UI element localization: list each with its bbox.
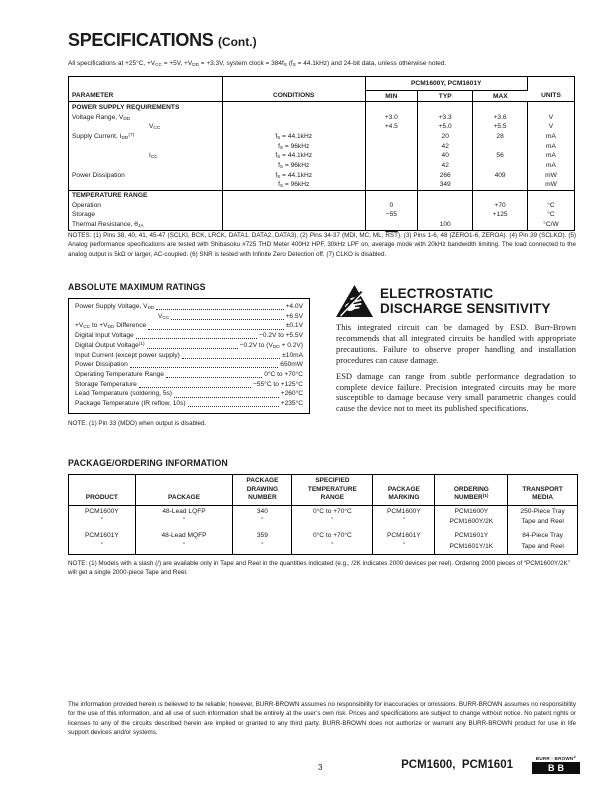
spec-typ-cell: 40	[418, 151, 473, 161]
spec-typ-cell	[418, 201, 473, 211]
esd-paragraph-1: This integrated circuit can be damaged by ESD. Burr-Brown recommends that all integrated circuits be handled with appropriate precautions. Failure to observe proper handling and installation procedures can cause damage.	[336, 322, 576, 365]
amr-label: $V_{CC}$	[158, 312, 170, 321]
spec-min-cell: 0	[365, 201, 418, 211]
spec-data-row	[69, 220, 575, 230]
amr-label: Digital Output Voltage$^{(1)}$	[75, 341, 145, 349]
spec-max-cell	[473, 180, 528, 190]
pkg-cell-line2: ”	[183, 542, 186, 549]
amr-label: Power Supply Voltage, $V_{DD}$	[75, 303, 155, 311]
pkg-cell-line2: PCM1601Y/1K	[449, 542, 494, 550]
spec-parameter-cell: Voltage Range, $V_{DD}$	[72, 113, 131, 122]
column-header-min: MIN	[365, 91, 418, 102]
amr-row	[75, 389, 303, 399]
spec-units-cell: mA	[527, 151, 574, 161]
title-main: SPECIFICATIONS	[68, 30, 214, 50]
pkg-column-header: PACKAGE DRAWING NUMBER	[233, 475, 292, 506]
pkg-cell-line2: Tape and Reel	[521, 542, 564, 550]
pkg-column-header: PRODUCT	[69, 475, 136, 506]
amr-label: Package Temperature (IR reflow, 10s)	[75, 400, 186, 408]
spec-max-cell	[473, 102, 528, 113]
spec-min-cell	[365, 132, 418, 142]
dotted-leader	[148, 329, 284, 330]
esd-sensitivity-section	[336, 285, 576, 414]
spec-max-cell: 409	[473, 171, 528, 181]
esd-title-line1: ELECTROSTATIC	[380, 286, 494, 301]
spec-typ-cell: 266	[418, 171, 473, 181]
pkg-column-header: PACKAGE MARKING	[373, 475, 435, 506]
spec-min-cell	[365, 220, 418, 230]
spec-units-cell: V	[527, 113, 574, 123]
spec-conditions-cell: $f_S = 44.1kHz$	[222, 132, 365, 142]
amr-row	[75, 321, 303, 331]
dotted-leader	[182, 358, 280, 359]
spec-data-row	[69, 180, 575, 190]
amr-value: −0.2V to +5.5V	[259, 332, 303, 340]
page-title	[68, 30, 257, 51]
spec-max-cell: +3.6	[473, 113, 528, 123]
spec-data-row	[69, 113, 575, 123]
pkg-cell-line2: Tape and Reel	[521, 518, 564, 526]
spec-data-row	[69, 210, 575, 220]
dotted-leader	[136, 338, 257, 339]
spec-typ-cell: +3.3	[418, 113, 473, 123]
amr-row	[75, 370, 303, 380]
spec-max-cell	[473, 220, 528, 230]
spec-parameter-cell: POWER SUPPLY REQUIREMENTS	[72, 104, 180, 111]
pkg-cell-line2: ”	[261, 518, 264, 525]
spec-table-header	[69, 77, 575, 102]
esd-paragraph-2: ESD damage can range from subtle performance degradation to complete device failure. Precision integrated circuits may be more susceptible to damage because very small parametric changes could cause the device not to meet its published specifications.	[336, 370, 576, 414]
pkg-cell-line1: 250-Piece Tray	[520, 507, 565, 515]
spec-max-cell: +125	[473, 210, 528, 220]
spec-units-cell: °C/W	[527, 220, 574, 230]
page-footer	[0, 755, 612, 785]
column-header-parameter: PARAMETER	[69, 77, 223, 102]
spec-table-notes: NOTES: (1) Pins 38, 40, 41, 45-47 (SCLKI, BCK, LRCK, DATA1, DATA2, DATA3). (2) Pins 34-37 (MDI, MC, ML, $\overline{RST}$). (3) Pins 1-6, 48 (ZERO1-6, ZEROA). (4) Pin 39 (SCLKO). (5) Analog performance specifications are tested with Shibasoku #725 THD Meter 400Hz HPF, 30kHz LPF on, average mode with 20kHz bandwidth limiting. The load connected to the analog output is 5kΩ or larger, AC-coupled. (6) SNR is tested with Infinite Zero Detection off. (7) CLKO is disabled.	[68, 232, 577, 258]
esd-warning-icon	[336, 285, 373, 317]
spec-parameter-cell	[69, 180, 223, 190]
pkg-cell	[373, 505, 435, 530]
pkg-header-row	[69, 475, 578, 506]
pkg-cell-line1: 0°C to +70°C	[312, 531, 352, 539]
burr-brown-logo-bb-icon: BB	[532, 762, 580, 774]
spec-min-cell: +4.5	[365, 122, 418, 132]
pkg-cell-line1: PCM1600Y	[84, 507, 119, 515]
spec-min-cell	[365, 161, 418, 171]
spec-parameter-cell	[69, 142, 223, 152]
spec-conditions-cell	[222, 220, 365, 230]
spec-data-row	[69, 142, 575, 152]
spec-conditions-cell	[222, 113, 365, 123]
spec-conditions-cell: $f_S = 96kHz$	[222, 142, 365, 152]
amr-value: ±0.1V	[285, 322, 303, 330]
footer-disclaimer: The information provided herein is believed to be reliable; however, BURR-BROWN assumes no responsibility for inaccuracies or omissions. BURR-BROWN assumes no responsibility for the use of this information, and all use of such information shall be entirely at the user’s own risk. Prices and specifications are subject to change without notice. No patent rights or licenses to any of the circuits described herein are implied or granted to any third party. BURR-BROWN does not authorize or warrant any BURR-BROWN product for use in life support devices and/or systems.	[68, 701, 576, 736]
spec-typ-cell: 42	[418, 142, 473, 152]
spec-data-row	[69, 151, 575, 161]
spec-conditions-cell	[222, 122, 365, 132]
spec-min-cell: +3.0	[365, 113, 418, 123]
spec-typ-cell	[418, 190, 473, 200]
spec-max-cell	[473, 142, 528, 152]
spec-parameter-cell	[69, 161, 223, 171]
spec-data-row	[69, 122, 575, 132]
pkg-cell-line2: ”	[402, 542, 405, 549]
pkg-cell-line1: 84-Piece Tray	[522, 531, 563, 539]
spec-section-row	[69, 102, 575, 113]
pkg-cell	[373, 530, 435, 555]
pkg-cell	[69, 505, 136, 530]
spec-min-cell	[365, 102, 418, 113]
spec-conditions-note: All specifications at +25°C, $+V_{CC} = +5V$, $+V_{DD} = +3.3V$, system clock = $384f_S$ $(f_S = 44.1kHz)$ and 24-bit data, unless otherwise noted.	[68, 60, 447, 67]
dotted-leader	[130, 367, 279, 368]
spec-typ-cell: 100	[418, 220, 473, 230]
spec-units-cell	[527, 190, 574, 200]
dotted-leader	[156, 309, 283, 310]
spec-typ-cell	[418, 210, 473, 220]
amr-value: −55°C to +125°C	[253, 380, 303, 388]
specifications-table-wrap	[68, 76, 575, 231]
spec-units-cell: °C	[527, 210, 574, 220]
pkg-cell	[69, 530, 136, 555]
column-header-max: MAX	[473, 91, 528, 102]
pkg-column-header: SPECIFIED TEMPERATURE RANGE	[292, 475, 373, 506]
spec-parameter-cell: $I_{CC}$	[149, 152, 158, 161]
pkg-cell	[435, 530, 508, 555]
spec-conditions-cell	[222, 210, 365, 220]
amr-value: 650mW	[280, 361, 303, 369]
spec-units-cell: mA	[527, 161, 574, 171]
pkg-cell-line2: ”	[261, 542, 264, 549]
spec-conditions-cell: $f_S = 96kHz$	[222, 180, 365, 190]
dotted-leader	[171, 319, 283, 320]
column-header-conditions: CONDITIONS	[222, 77, 365, 102]
amr-label: Lead Temperature (soldering, 5s)	[75, 390, 173, 398]
spec-max-cell: +5.5	[473, 122, 528, 132]
pkg-row	[69, 530, 578, 555]
spec-section-row	[69, 190, 575, 200]
pkg-cell-line1: 48-Lead MQFP	[161, 531, 207, 539]
page-number: 3	[318, 763, 323, 772]
spec-data-row	[69, 161, 575, 171]
amr-value: −0.2V to $(V_{DD} + 0.2V)$	[239, 341, 303, 350]
amr-row	[75, 302, 303, 312]
pkg-note: NOTE: (1) Models with a slash (/) are available only in Tape and Reel in the quantities indicated (e.g., /2K indicates 2000 devices per reel). Ordering 2000 pieces of “PCM1600Y/2K” will get a single 2000-piece Tape and Reel.	[68, 560, 570, 576]
pkg-cell	[233, 530, 292, 555]
amr-label: Storage Temperature	[75, 380, 137, 388]
amr-table	[68, 298, 310, 414]
amr-note: NOTE: (1) Pin 33 (MDO) when output is disabled.	[68, 419, 207, 427]
package-ordering-table	[68, 474, 578, 555]
dotted-leader	[166, 377, 262, 378]
pkg-cell	[508, 530, 578, 555]
pkg-column-header: TRANSPORT MEDIA	[508, 475, 578, 506]
spec-max-cell: +70	[473, 201, 528, 211]
amr-label: Power Dissipation	[75, 361, 128, 369]
amr-title: ABSOLUTE MAXIMUM RATINGS	[68, 282, 206, 292]
spec-units-cell: mA	[527, 142, 574, 152]
pkg-cell-line1: 359	[256, 531, 268, 539]
spec-parameter-cell: Storage	[72, 211, 96, 219]
spec-typ-cell: +5.0	[418, 122, 473, 132]
pkg-cell-line2: ”	[402, 518, 405, 525]
amr-row	[75, 380, 303, 390]
pkg-title: PACKAGE/ORDERING INFORMATION	[68, 458, 228, 468]
amr-label: Input Current (except power supply)	[75, 351, 180, 359]
pkg-cell	[135, 530, 233, 555]
spec-max-cell: 28	[473, 132, 528, 142]
amr-row	[75, 360, 303, 370]
spec-parameter-cell: Supply Current, $I_{DD}^{(7)}$	[72, 132, 135, 141]
pkg-cell-line2: ”	[100, 542, 103, 549]
spec-parameter-cell: Power Dissipation	[72, 171, 125, 179]
amr-row	[75, 312, 303, 322]
spec-data-row	[69, 201, 575, 211]
spec-typ-cell: 20	[418, 132, 473, 142]
burr-brown-logo	[532, 756, 580, 774]
spec-parameter-cell: Operation	[72, 201, 101, 209]
spec-conditions-cell: $f_S = 44.1kHz$	[222, 171, 365, 181]
pkg-cell-line1: PCM1601Y	[454, 531, 489, 539]
spec-units-cell: V	[527, 122, 574, 132]
spec-parameter-cell: TEMPERATURE RANGE	[69, 190, 223, 200]
burr-brown-logo-name: BURR - BROWN®	[535, 755, 577, 761]
spec-max-cell	[473, 190, 528, 200]
spec-min-cell	[365, 190, 418, 200]
spec-min-cell	[365, 180, 418, 190]
spec-conditions-cell: $f_S = 96kHz$	[222, 161, 365, 171]
amr-value: 0°C to +70°C	[264, 370, 303, 378]
amr-label: Operating Temperature Range	[75, 370, 164, 378]
spec-max-cell: 56	[473, 151, 528, 161]
pkg-cell-line2: ”	[100, 518, 103, 525]
spec-parameter-cell: $V_{CC}$	[149, 123, 161, 132]
spec-units-cell	[527, 102, 574, 113]
column-header-typ: TYP	[418, 91, 473, 102]
amr-row	[75, 331, 303, 341]
amr-value: +260°C	[280, 390, 303, 398]
spec-units-cell: mW	[527, 171, 574, 181]
pkg-cell-line1: 48-Lead LQFP	[162, 507, 206, 515]
spec-max-cell	[473, 161, 528, 171]
spec-min-cell	[365, 171, 418, 181]
pkg-cell-line1: 340	[256, 507, 268, 515]
dotted-leader	[174, 397, 279, 398]
spec-min-cell: −55	[365, 210, 418, 220]
pkg-cell	[233, 505, 292, 530]
pkg-cell	[435, 505, 508, 530]
pkg-column-header: ORDERING NUMBER$^{(1)}$	[435, 475, 508, 506]
spec-min-cell	[365, 151, 418, 161]
pkg-cell-line1: PCM1600Y	[454, 507, 489, 515]
title-suffix: (Cont.)	[217, 35, 257, 49]
esd-title-line2: DISCHARGE SENSITIVITY	[380, 301, 551, 316]
spec-units-cell: °C	[527, 201, 574, 211]
pkg-cell-line1: 0°C to +70°C	[312, 507, 352, 515]
pkg-cell-line1: PCM1601Y	[84, 531, 119, 539]
spec-typ-cell: 42	[418, 161, 473, 171]
spec-conditions-cell: $f_S = 44.1kHz$	[222, 151, 365, 161]
pkg-cell	[292, 505, 373, 530]
pkg-cell-line2: ”	[183, 518, 186, 525]
pkg-cell	[508, 505, 578, 530]
spec-conditions-cell	[222, 102, 365, 113]
spec-conditions-cell	[222, 190, 365, 200]
esd-title	[380, 286, 551, 316]
pkg-row	[69, 505, 578, 530]
pkg-cell-line2: ”	[331, 518, 334, 525]
footer-part-numbers: PCM1600, PCM1601	[401, 759, 513, 771]
specifications-table	[68, 76, 575, 231]
amr-row	[75, 351, 303, 361]
spec-parameter-cell: Thermal Resistance, $\theta_{JA}$	[72, 220, 144, 229]
amr-value: +6.5V	[285, 312, 303, 320]
device-group-header: PCM1600Y, PCM1601Y	[365, 77, 527, 91]
amr-row	[75, 399, 303, 409]
spec-units-cell: mW	[527, 180, 574, 190]
spec-data-row	[69, 171, 575, 181]
pkg-cell-line1: PCM1601Y	[387, 531, 421, 539]
pkg-cell	[135, 505, 233, 530]
dotted-leader	[147, 348, 238, 349]
amr-value: +4.0V	[285, 303, 303, 310]
absolute-maximum-ratings-section	[68, 282, 310, 427]
amr-value: +235°C	[280, 400, 303, 408]
pkg-cell-line2: PCM1600Y/2K	[449, 518, 494, 526]
amr-value: ±10mA	[282, 351, 303, 359]
amr-label: Digital Input Voltage	[75, 332, 134, 340]
spec-typ-cell: 349	[418, 180, 473, 190]
pkg-cell-line2: ”	[331, 542, 334, 549]
column-header-units: UNITS	[527, 77, 574, 102]
amr-row	[75, 341, 303, 351]
dotted-leader	[188, 406, 279, 407]
dotted-leader	[139, 387, 251, 388]
amr-label: $+V_{CC}$ to $+V_{DD}$ Difference	[75, 322, 147, 331]
spec-units-cell: mA	[527, 132, 574, 142]
esd-header	[336, 285, 576, 317]
spec-typ-cell	[418, 102, 473, 113]
pkg-cell-line1: PCM1600Y	[387, 507, 421, 515]
package-ordering-section	[68, 458, 578, 578]
pkg-column-header: PACKAGE	[135, 475, 233, 506]
spec-min-cell	[365, 142, 418, 152]
spec-conditions-cell	[222, 201, 365, 211]
pkg-cell	[292, 530, 373, 555]
spec-data-row	[69, 132, 575, 142]
